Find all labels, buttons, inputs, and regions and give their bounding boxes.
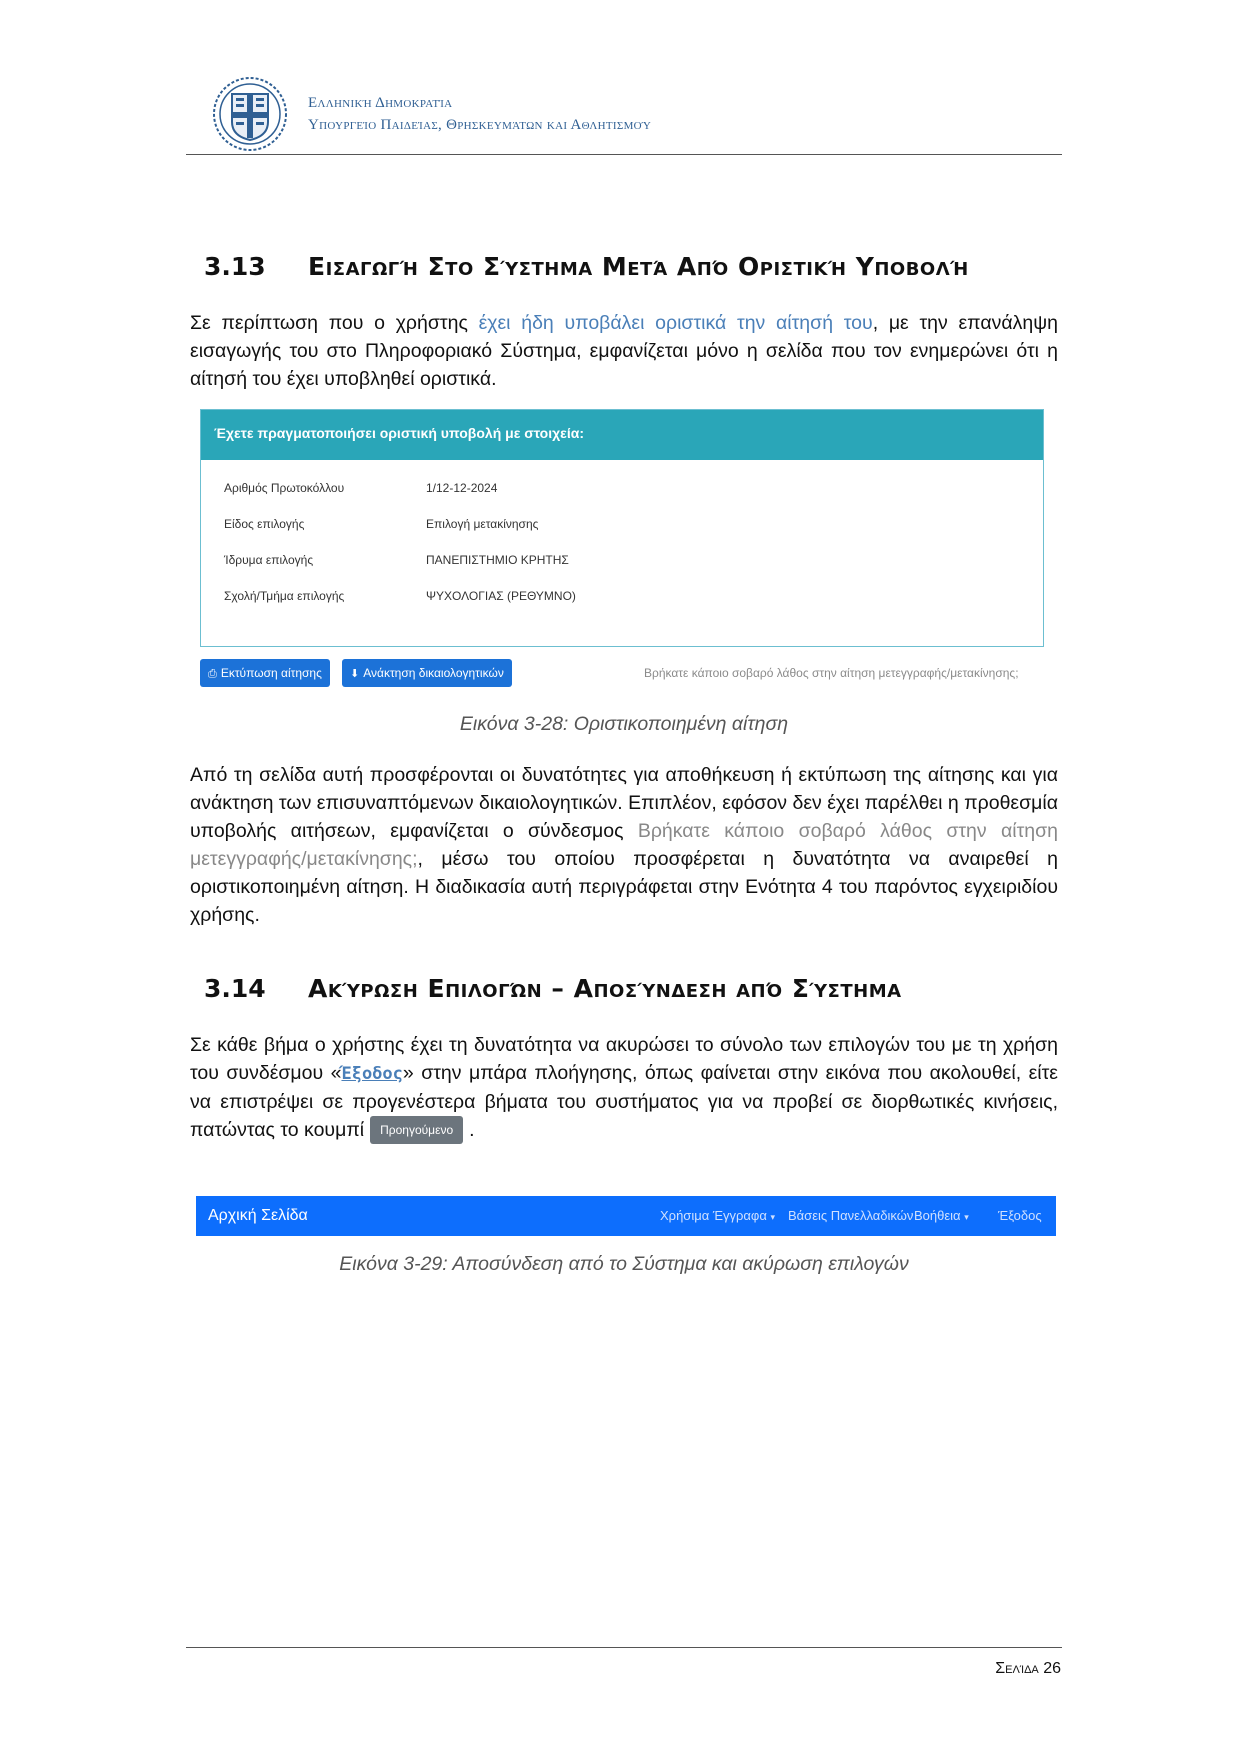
section-number: 3.14: [204, 974, 266, 1003]
caret-down-icon: ▾: [964, 1212, 969, 1222]
header-ministry: Υπουργείο Παιδείας, Θρησκευμάτων και Αθλητισμού: [308, 117, 652, 133]
home-link[interactable]: Αρχική Σελίδα: [208, 1207, 308, 1224]
institution-label: Ίδρυμα επιλογής: [224, 553, 314, 567]
page-label: Σελίδα: [995, 1660, 1039, 1677]
nav-useful-documents[interactable]: [660, 1196, 775, 1237]
highlighted-text: έχει ήδη υποβάλει οριστικά την αίτησή του: [478, 312, 873, 334]
figure-caption-3-29: Εικόνα 3-29: Αποσύνδεση από το Σύστημα και ακύρωση επιλογών: [339, 1253, 909, 1275]
nav-panhellenic-bases[interactable]: Βάσεις Πανελλαδικών: [788, 1208, 914, 1223]
section-heading-3-13: [204, 252, 969, 281]
section-heading-3-14: [204, 974, 902, 1003]
department-label: Σχολή/Τμήμα επιλογής: [224, 589, 345, 603]
greek-coat-of-arms-icon: [212, 76, 288, 152]
nav-label: Βοήθεια: [914, 1208, 961, 1223]
institution-value: ΠΑΝΕΠΙΣΤΗΜΙΟ ΚΡΗΤΗΣ: [426, 553, 569, 567]
paragraph-text: Σε κάθε βήμα ο χρήστης έχει τη δυνατότητα να ακυρώσει το σύνολο των επιλογών του με τη χρήση του συνδέσμου «: [190, 1034, 1058, 1084]
panel-title: Έχετε πραγματοποιήσει οριστική υποβολή με στοιχεία:: [201, 410, 1043, 460]
navigation-bar: [196, 1196, 1056, 1236]
nav-help[interactable]: [914, 1196, 969, 1237]
print-button-label: Εκτύπωση αίτησης: [220, 666, 322, 680]
protocol-number-value: 1/12-12-2024: [426, 481, 498, 495]
header-text: [308, 92, 651, 136]
download-button-label: Ανάκτηση δικαιολογητικών: [363, 666, 504, 680]
paragraph-text: Από τη σελίδα αυτή προσφέρονται οι δυνατότητες για αποθήκευση ή εκτύπωση της αίτησης και για ανάκτηση των επισυναπτόμενων δικαιολογητικών. Επιπλέον, εφόσον δεν έχει παρέλθει η προθεσμία υποβολής αιτήσεων, εμφανίζεται ο σύνδεσμος: [190, 764, 1058, 842]
selection-type-value: Επιλογή μετακίνησης: [426, 517, 539, 531]
paragraph-options: [190, 761, 1058, 929]
printer-icon: ⎙: [208, 668, 217, 680]
page-number: 26: [1043, 1660, 1061, 1677]
exit-link-reference: Έξοδος: [341, 1064, 403, 1084]
section-number: 3.13: [204, 252, 266, 281]
footer-divider: [186, 1647, 1062, 1648]
previous-button[interactable]: Προηγούμενο: [370, 1116, 463, 1144]
download-icon: ⬇: [350, 668, 360, 680]
department-value: ΨΥΧΟΛΟΓΙΑΣ (ΡΕΘΥΜΝΟ): [426, 589, 576, 603]
paragraph-text: » στην μπάρα πλοήγησης, όπως φαίνεται στην εικόνα που ακολουθεί, είτε να επιστρέψει σε προγενέστερα βήματα του συστήματος για να προβεί σε διορθωτικές κινήσεις, πατώντας το κουμπί: [190, 1062, 1058, 1141]
section-3-14-paragraph: [190, 1031, 1058, 1144]
paragraph-text: , με την επανάληψη εισαγωγής του στο Πληροφοριακό Σύστημα, εμφανίζεται μόνο η σελίδα που τον ενημερώνει ότι η αίτησή του έχει υποβληθεί οριστικά.: [190, 312, 1058, 390]
header-country: Ελληνική Δημοκρατία: [308, 95, 453, 111]
download-documents-button[interactable]: [342, 659, 512, 687]
page-footer: [995, 1660, 1061, 1678]
selection-type-label: Είδος επιλογής: [224, 517, 305, 531]
protocol-number-label: Αριθμός Πρωτοκόλλου: [224, 481, 345, 495]
section-title: Εισαγωγή Στο Σύστημα Μετά Από Οριστική Υποβολή: [308, 252, 969, 281]
submission-panel: [200, 409, 1044, 647]
serious-error-link[interactable]: Βρήκατε κάποιο σοβαρό λάθος στην αίτηση μετεγγραφής/μετακίνησης;: [644, 666, 1019, 680]
header-divider: [186, 154, 1062, 155]
figure-caption-3-28: Εικόνα 3-28: Οριστικοποιημένη αίτηση: [459, 713, 789, 735]
nav-label: Χρήσιμα Έγγραφα: [660, 1208, 767, 1223]
nav-logout[interactable]: Έξοδος: [998, 1208, 1042, 1223]
figure-navbar: [190, 1196, 1058, 1236]
paragraph-text: , μέσω του οποίου προσφέρεται η δυνατότητα να αναιρεθεί η οριστικοποιημένη αίτηση. Η διαδικασία αυτή περιγράφεται στην Ενότητα 4 του παρόντος εγχειριδίου χρήσης.: [190, 848, 1058, 926]
error-link-reference: Βρήκατε κάποιο σοβαρό λάθος στην αίτηση μετεγγραφής/μετακίνησης;: [190, 820, 1058, 870]
print-application-button[interactable]: [200, 659, 330, 687]
figure-finalized-application: [190, 409, 1058, 709]
document-header: [186, 72, 1062, 156]
paragraph-end: .: [469, 1119, 475, 1141]
caret-down-icon: ▾: [770, 1212, 776, 1222]
section-3-13-paragraph: [190, 309, 1058, 393]
section-title: Ακύρωση Επιλογών – Αποσύνδεση από Σύστημα: [308, 974, 902, 1003]
paragraph-text: Σε περίπτωση που ο χρήστης: [190, 312, 479, 334]
